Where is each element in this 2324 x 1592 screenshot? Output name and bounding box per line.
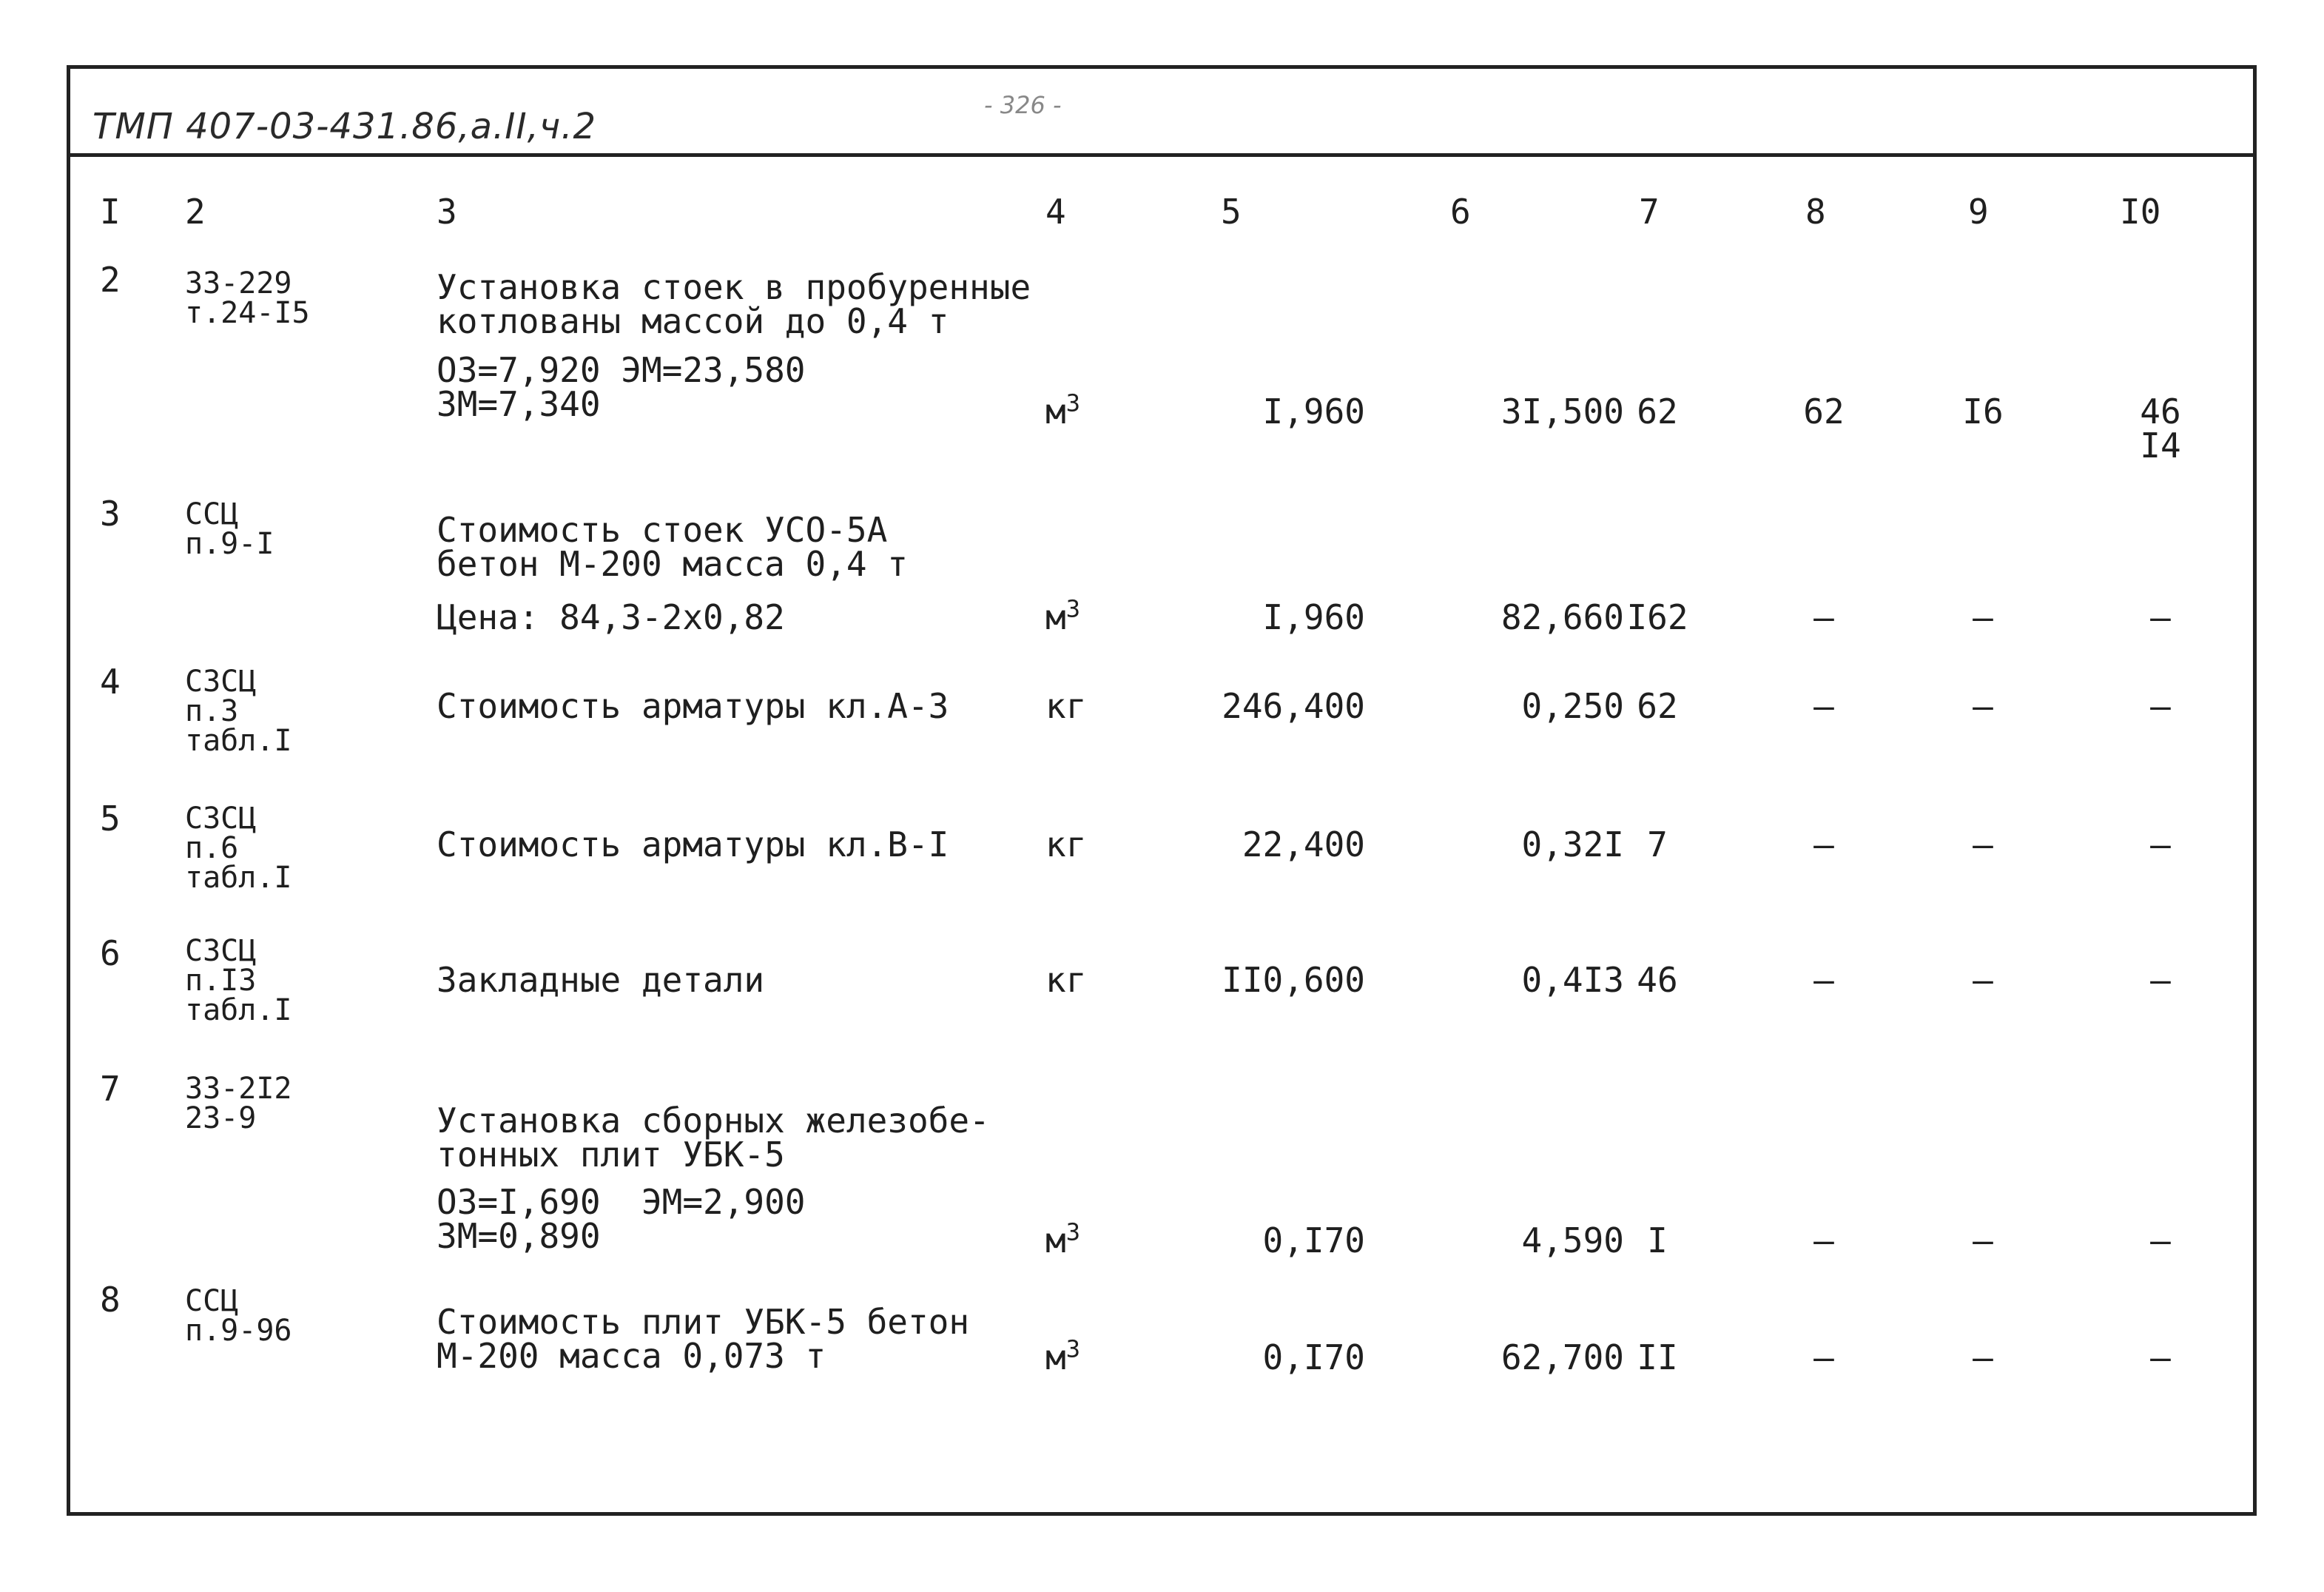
row-number: 5 — [100, 799, 121, 839]
column-header-2: 2 — [185, 192, 206, 232]
row-col8: 62 — [1803, 392, 1845, 431]
row-code: СЗСЦ п.6 табл.I — [185, 802, 292, 895]
row-col7: II — [1637, 1337, 1678, 1377]
row-col8: – — [1813, 597, 1834, 637]
row-title: Стоимость арматуры кл.В-I — [437, 824, 949, 864]
row-title: Стоимость арматуры кл.А-3 — [437, 686, 949, 726]
row-subtitle: ОЗ=I,690 ЭМ=2,900 ЗМ=0,890 — [437, 1182, 806, 1256]
row-code: ССЦ п.9-96 — [185, 1284, 292, 1348]
row-price: 82,660 — [1501, 597, 1624, 637]
page-number: - 326 - — [984, 91, 1062, 119]
row-code: СЗСЦ п.3 табл.I — [185, 665, 292, 758]
row-unit: кг — [1045, 824, 1087, 864]
row-col9: – — [1973, 824, 1993, 864]
row-col9: – — [1973, 597, 1993, 637]
row-title: Стоимость стоек УСО-5А бетон М-200 масса 0,4 т — [437, 510, 908, 584]
row-code: 33-2I2 23-9 — [185, 1072, 292, 1135]
row-col8: – — [1813, 686, 1834, 726]
document-code: ТМП 407-03-431.86,а.II,ч.2 — [92, 106, 597, 147]
row-quantity: 22,400 — [1242, 824, 1365, 864]
row-quantity: II0,600 — [1222, 960, 1365, 1000]
row-quantity: I,960 — [1262, 392, 1365, 431]
row-price: 0,32I — [1521, 824, 1624, 864]
row-price: 4,590 — [1521, 1220, 1624, 1260]
row-code: ССЦ п.9-I — [185, 497, 274, 561]
row-number: 2 — [100, 260, 121, 300]
row-price: 3I,500 — [1501, 392, 1624, 431]
column-header-7: 7 — [1639, 192, 1660, 232]
row-subtitle: ОЗ=7,920 ЭМ=23,580 ЗМ=7,340 — [437, 350, 806, 424]
header-divider — [70, 153, 2253, 157]
column-header-5: 5 — [1221, 192, 1242, 232]
column-header-4: 4 — [1045, 192, 1066, 232]
row-col10: – — [2150, 960, 2171, 1000]
row-col7: I — [1647, 1220, 1668, 1260]
row-col7: 7 — [1647, 824, 1668, 864]
row-number: 7 — [100, 1069, 121, 1109]
row-col7: I62 — [1626, 597, 1688, 637]
row-col10: – — [2150, 824, 2171, 864]
column-header-3: 3 — [437, 192, 457, 232]
column-header-9: 9 — [1968, 192, 1989, 232]
row-number: 6 — [100, 933, 121, 973]
row-col10: – — [2150, 597, 2171, 637]
row-number: 3 — [100, 494, 121, 534]
row-unit: $м^3$ — [1045, 389, 1080, 431]
row-price: 0,4I3 — [1521, 960, 1624, 1000]
row-title: Установка стоек в пробуренные котлованы массой до 0,4 т — [437, 267, 1031, 341]
row-title: Установка сборных железобе- тонных плит УБК-5 — [437, 1101, 990, 1175]
column-header-6: 6 — [1450, 192, 1471, 232]
row-col8: – — [1813, 824, 1834, 864]
row-unit: $м^3$ — [1045, 1217, 1080, 1260]
row-quantity: 0,I70 — [1262, 1337, 1365, 1377]
row-code: 33-229 т.24-I5 — [185, 266, 310, 330]
row-col8: – — [1813, 1337, 1834, 1377]
row-col10: 46 I4 — [2140, 392, 2181, 466]
row-unit: $м^3$ — [1045, 594, 1080, 637]
row-col7: 46 — [1637, 960, 1678, 1000]
column-header-1: I — [100, 192, 121, 232]
row-quantity: 246,400 — [1222, 686, 1365, 726]
column-header-10: I0 — [2120, 192, 2161, 232]
row-code: СЗСЦ п.I3 табл.I — [185, 934, 292, 1027]
row-title: Стоимость плит УБК-5 бетон М-200 масса 0,073 т — [437, 1302, 970, 1376]
row-col8: – — [1813, 960, 1834, 1000]
row-col9: – — [1973, 1220, 1993, 1260]
row-unit: кг — [1045, 686, 1087, 726]
document-frame — [67, 65, 2257, 1516]
row-price: 0,250 — [1521, 686, 1624, 726]
row-unit: кг — [1045, 960, 1087, 1000]
row-quantity: 0,I70 — [1262, 1220, 1365, 1260]
row-col7: 62 — [1637, 392, 1678, 431]
row-col10: – — [2150, 686, 2171, 726]
row-title: Закладные детали — [437, 960, 765, 1000]
row-subtitle: Цена: 84,3-2х0,82 — [437, 597, 785, 637]
row-number: 4 — [100, 662, 121, 702]
row-col9: – — [1973, 960, 1993, 1000]
row-col10: – — [2150, 1337, 2171, 1377]
row-col10: – — [2150, 1220, 2171, 1260]
row-col7: 62 — [1637, 686, 1678, 726]
row-price: 62,700 — [1501, 1337, 1624, 1377]
column-header-8: 8 — [1805, 192, 1826, 232]
row-unit: $м^3$ — [1045, 1334, 1080, 1377]
row-quantity: I,960 — [1262, 597, 1365, 637]
row-col9: – — [1973, 686, 1993, 726]
row-col9: I6 — [1962, 392, 2004, 431]
row-number: 8 — [100, 1280, 121, 1320]
row-col9: – — [1973, 1337, 1993, 1377]
row-col8: – — [1813, 1220, 1834, 1260]
